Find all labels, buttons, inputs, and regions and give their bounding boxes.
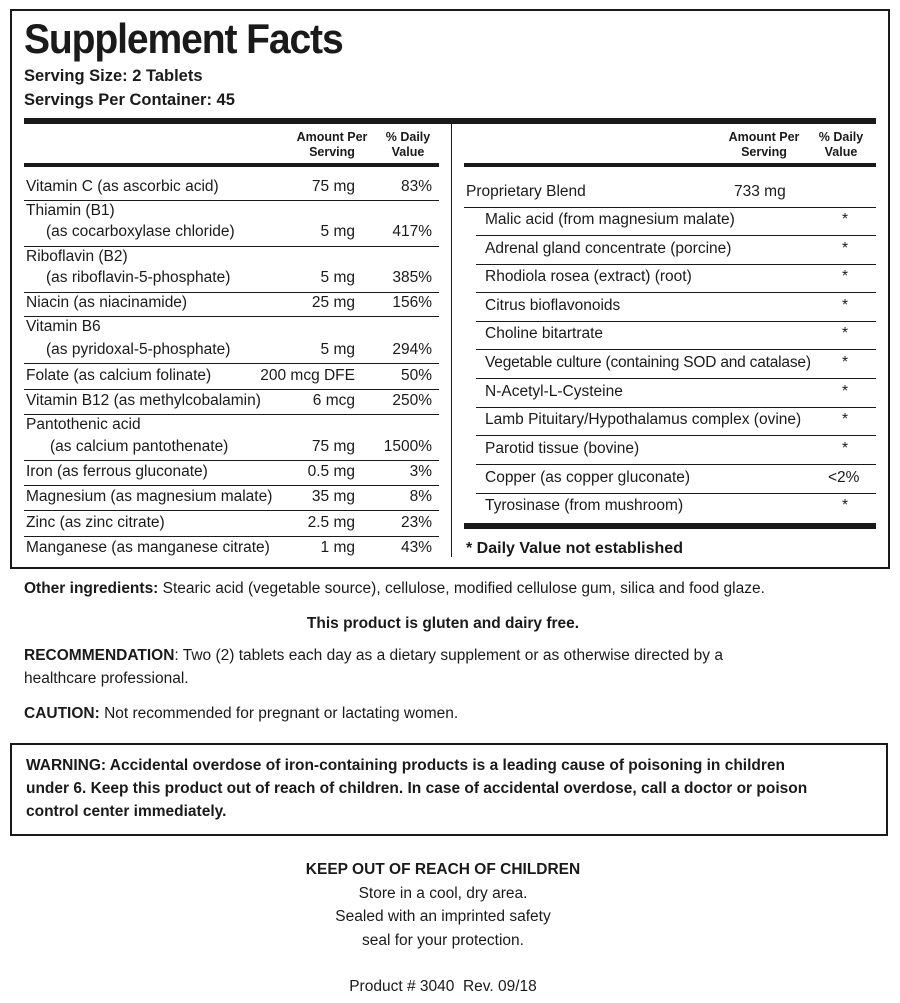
top-thick-rule xyxy=(24,118,876,124)
keep-out-heading: KEEP OUT OF REACH OF CHILDREN xyxy=(305,861,581,878)
nutrient-name: Pantothenic acid xyxy=(26,416,141,433)
nutrient-amount: 75 mg xyxy=(311,438,355,455)
storage-line-3: seal for your protection. xyxy=(362,932,524,949)
column-divider xyxy=(451,124,452,557)
nutrient-amount: 0.5 mg xyxy=(307,463,355,480)
row-divider xyxy=(476,264,876,265)
right-amount-header: Amount Per Serving xyxy=(728,130,800,159)
row-divider xyxy=(24,536,439,537)
right-header-rule xyxy=(464,163,876,167)
nutrient-name: Vitamin C (as ascorbic acid) xyxy=(26,178,219,195)
footnote: * Daily Value not established xyxy=(466,540,683,557)
nutrient-amount: 5 mg xyxy=(320,269,355,286)
right-dv-header: % Daily Value xyxy=(818,130,864,159)
nutrient-amount: 1 mg xyxy=(320,539,355,556)
nutrient-name: Vitamin B6 xyxy=(26,318,101,335)
other-ingredients-label: Other ingredients: xyxy=(24,580,159,597)
nutrient-name: Thiamin (B1) xyxy=(26,202,115,219)
nutrient-dv: 417% xyxy=(392,223,432,240)
left-dv-header: % Daily Value xyxy=(385,130,431,159)
row-divider xyxy=(24,510,439,511)
blend-ingredient: Lamb Pituitary/Hypothalamus complex (ovine) xyxy=(485,411,802,428)
row-divider xyxy=(24,485,439,486)
other-ingredients-text: Stearic acid (vegetable source), cellulose, modified cellulose gum, silica and food glaze. xyxy=(158,580,765,597)
ingredient-dv: * xyxy=(842,211,849,228)
ingredient-dv: * xyxy=(842,325,849,342)
other-ingredients xyxy=(24,577,765,600)
nutrient-amount: 5 mg xyxy=(320,341,355,358)
row-divider xyxy=(476,292,876,293)
product-code: Product # 3040 Rev. 09/18 xyxy=(349,978,537,995)
nutrient-name: Manganese (as manganese citrate) xyxy=(26,539,270,556)
gluten-statement: This product is gluten and dairy free. xyxy=(306,615,580,632)
nutrient-name: Vitamin B12 (as methylcobalamin) xyxy=(26,392,261,409)
nutrient-dv: 23% xyxy=(400,514,432,531)
nutrient-dv: 43% xyxy=(400,539,432,556)
storage-line-1: Store in a cool, dry area. xyxy=(358,885,528,902)
blend-ingredient: Rhodiola rosea (extract) (root) xyxy=(485,268,692,285)
nutrient-dv: 3% xyxy=(409,463,432,480)
nutrient-name: Riboflavin (B2) xyxy=(26,248,128,265)
recommendation-text: : Two (2) tablets each day as a dietary supplement or as otherwise directed by a xyxy=(174,647,723,664)
blend-ingredient: Citrus bioflavonoids xyxy=(485,297,621,314)
caution-label: CAUTION: xyxy=(24,705,100,722)
blend-ingredient: Choline bitartrate xyxy=(485,325,604,342)
left-amount-header: Amount Per Serving xyxy=(296,130,368,159)
row-divider xyxy=(476,349,876,350)
blend-ingredient: Parotid tissue (bovine) xyxy=(485,440,640,457)
ingredient-dv: * xyxy=(842,411,849,428)
nutrient-name: Niacin (as niacinamide) xyxy=(26,294,188,311)
servings-per-container: Servings Per Container: 45 xyxy=(24,91,235,109)
nutrient-dv: 50% xyxy=(400,367,432,384)
nutrient-dv: 385% xyxy=(392,269,432,286)
nutrient-amount: 35 mg xyxy=(311,488,355,505)
row-divider xyxy=(24,460,439,461)
ingredient-dv: * xyxy=(842,297,849,314)
blend-ingredient: N-Acetyl-L-Cysteine xyxy=(485,383,623,400)
blend-ingredient: Adrenal gland concentrate (porcine) xyxy=(485,240,732,257)
footnote-rule xyxy=(464,523,876,529)
recommendation-label: RECOMMENDATION xyxy=(24,647,175,664)
nutrient-dv: 8% xyxy=(409,488,432,505)
row-divider xyxy=(24,414,439,415)
row-divider xyxy=(24,316,439,317)
caution xyxy=(24,702,458,725)
nutrient-dv: 83% xyxy=(400,178,432,195)
row-divider xyxy=(476,464,876,465)
panel-title: Supplement Facts xyxy=(24,15,343,62)
blend-ingredient: Tyrosinase (from mushroom) xyxy=(485,497,684,514)
nutrient-amount: 5 mg xyxy=(320,223,355,240)
nutrient-amount: 2.5 mg xyxy=(307,514,355,531)
row-divider xyxy=(476,493,876,494)
row-divider xyxy=(24,246,439,247)
nutrient-dv: 156% xyxy=(392,294,432,311)
ingredient-dv: <2% xyxy=(828,469,860,486)
nutrient-source: (as calcium pantothenate) xyxy=(50,438,229,455)
row-divider xyxy=(24,200,439,201)
blend-name: Proprietary Blend xyxy=(466,183,586,200)
row-divider xyxy=(24,292,439,293)
nutrient-amount: 6 mcg xyxy=(312,392,355,409)
blend-ingredient: Vegetable culture (containing SOD and catalase) xyxy=(485,354,811,371)
nutrient-name: Folate (as calcium folinate) xyxy=(26,367,212,384)
nutrient-dv: 294% xyxy=(392,341,432,358)
ingredient-dv: * xyxy=(842,497,849,514)
nutrient-source: (as riboflavin-5-phosphate) xyxy=(46,269,231,286)
caution-text: Not recommended for pregnant or lactating women. xyxy=(99,705,459,722)
nutrient-name: Zinc (as zinc citrate) xyxy=(26,514,165,531)
row-divider xyxy=(464,207,876,208)
nutrient-dv: 250% xyxy=(392,392,432,409)
nutrient-amount: 75 mg xyxy=(311,178,355,195)
warning-text: WARNING: Accidental overdose of iron-containing products is a leading cause of poisoning in children under 6. Keep this product out of reach of children. In case of accidental overdose, call a doctor or poison control center immediately. xyxy=(26,757,808,820)
row-divider xyxy=(476,407,876,408)
row-divider xyxy=(476,321,876,322)
recommendation-line-2: healthcare professional. xyxy=(24,670,189,687)
row-divider xyxy=(476,378,876,379)
nutrient-name: Magnesium (as magnesium malate) xyxy=(26,488,273,505)
ingredient-dv: * xyxy=(842,240,849,257)
blend-ingredient: Copper (as copper gluconate) xyxy=(485,469,691,486)
serving-size: Serving Size: 2 Tablets xyxy=(24,67,203,85)
ingredient-dv: * xyxy=(842,383,849,400)
nutrient-source: (as pyridoxal-5-phosphate) xyxy=(46,341,231,358)
warning-box xyxy=(10,743,888,836)
blend-ingredient: Malic acid (from magnesium malate) xyxy=(485,211,735,228)
ingredient-dv: * xyxy=(842,354,849,371)
storage-line-2: Sealed with an imprinted safety xyxy=(335,908,551,925)
nutrient-source: (as cocarboxylase chloride) xyxy=(46,223,235,240)
nutrient-amount: 200 mcg DFE xyxy=(260,367,355,384)
nutrient-dv: 1500% xyxy=(383,438,432,455)
row-divider xyxy=(24,389,439,390)
row-divider xyxy=(476,435,876,436)
supplement-facts-panel xyxy=(10,9,890,569)
row-divider xyxy=(24,363,439,364)
ingredient-dv: * xyxy=(842,268,849,285)
blend-amount: 733 mg xyxy=(734,183,786,200)
ingredient-dv: * xyxy=(842,440,849,457)
left-header-rule xyxy=(24,163,439,167)
nutrient-name: Iron (as ferrous gluconate) xyxy=(26,463,208,480)
recommendation xyxy=(24,644,723,667)
nutrient-amount: 25 mg xyxy=(311,294,355,311)
row-divider xyxy=(476,235,876,236)
